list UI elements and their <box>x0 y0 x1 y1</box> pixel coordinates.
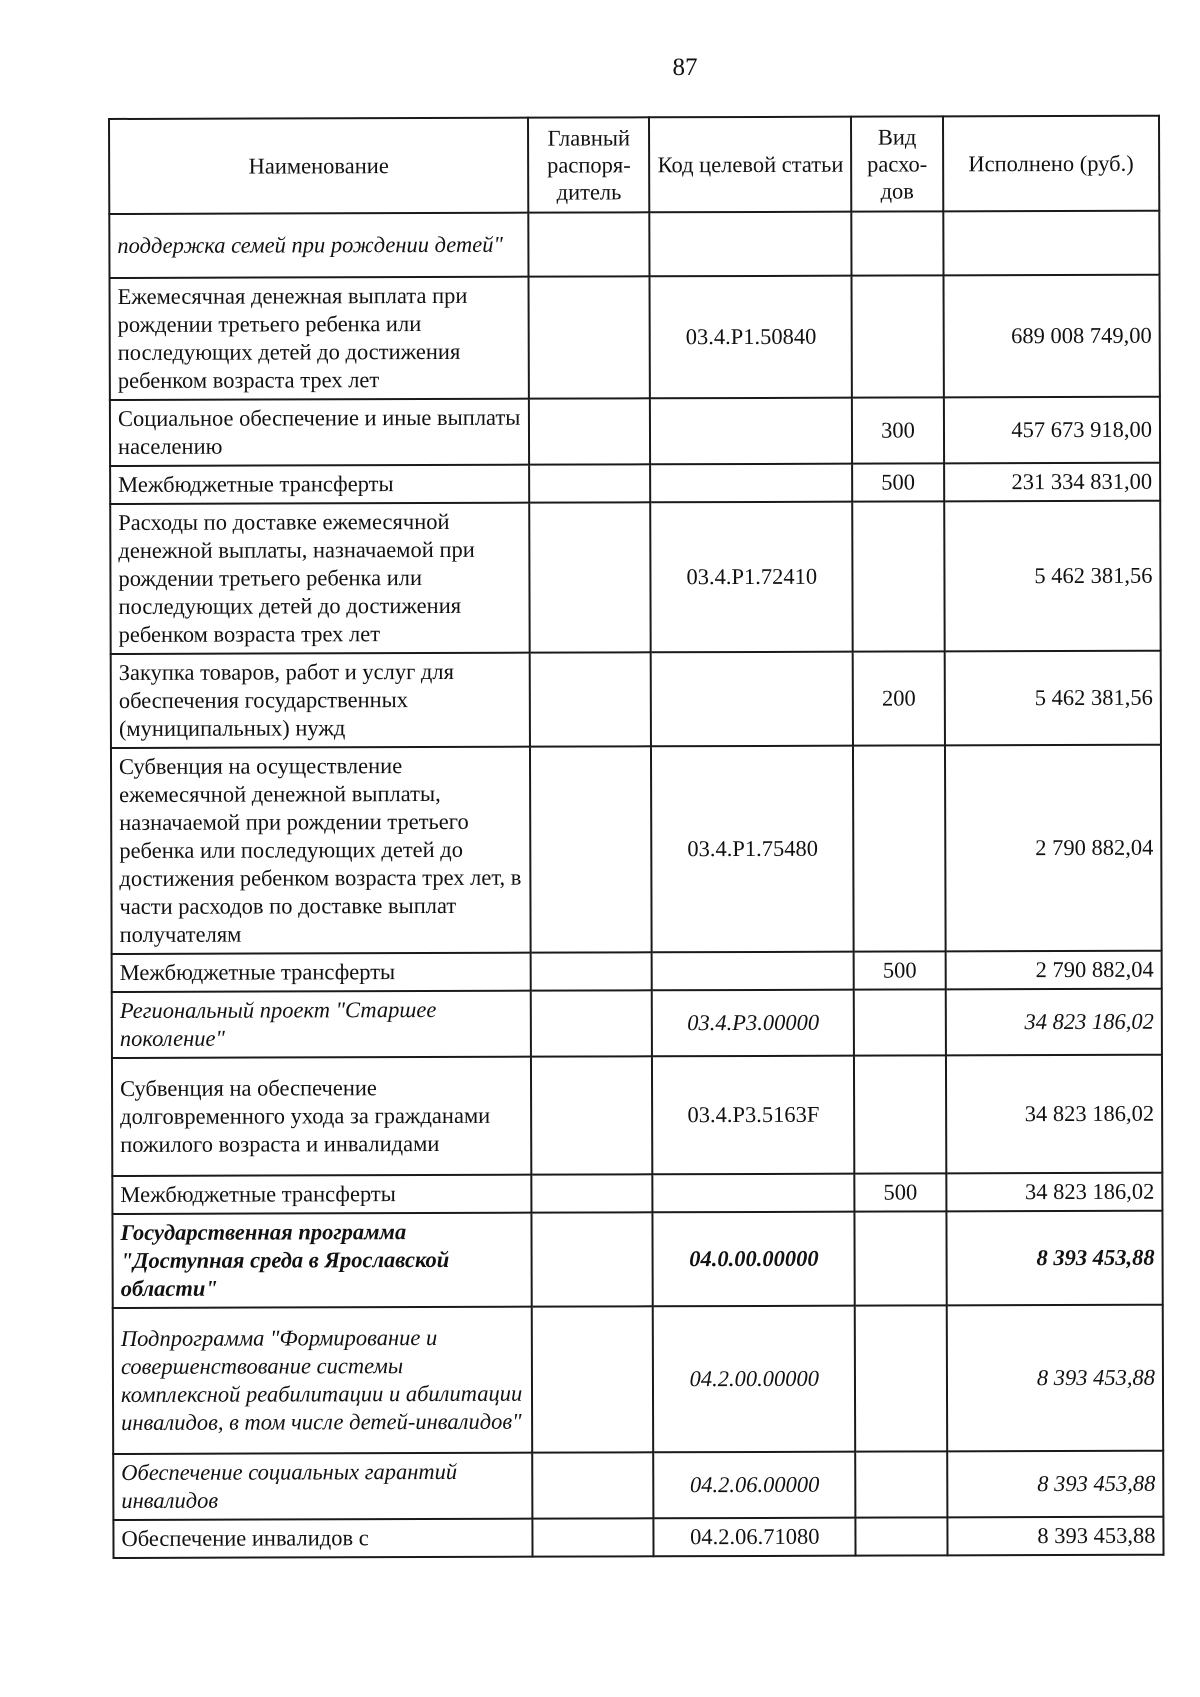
row-name: Государственная программа "Доступная среда в Ярославской области" <box>112 1213 531 1308</box>
row-code: 03.4.P3.00000 <box>652 990 854 1057</box>
row-code <box>650 398 852 465</box>
row-amount: 8 393 453,88 <box>947 1451 1163 1518</box>
row-kind <box>856 1517 948 1555</box>
row-amount: 8 393 453,88 <box>946 1211 1163 1306</box>
row-amount: 2 790 882,04 <box>945 951 1161 990</box>
row-kind <box>855 1211 947 1305</box>
row-manager <box>529 502 651 652</box>
budget-execution-table <box>108 115 1165 1559</box>
row-code: 03.4.P1.75480 <box>651 746 853 953</box>
row-name: Региональный проект "Старшее поколение" <box>112 991 531 1058</box>
row-amount: 8 393 453,88 <box>947 1517 1163 1556</box>
row-amount: 34 823 186,02 <box>946 1055 1163 1174</box>
row-manager <box>528 212 650 276</box>
row-name: Субвенция на обеспечение долговременного ухода за гражданами пожилого возраста и инвалидами <box>112 1057 531 1176</box>
row-name: Межбюджетные трансферты <box>112 1175 531 1214</box>
row-code <box>650 212 852 277</box>
row-code <box>653 1174 855 1213</box>
table-row <box>110 397 1160 466</box>
row-code: 04.2.00.00000 <box>653 1306 855 1453</box>
header-expense-type: Вид расхо-дов <box>851 116 943 211</box>
row-amount: 689 008 749,00 <box>943 275 1160 398</box>
row-amount: 34 823 186,02 <box>946 1173 1162 1212</box>
table-row <box>110 463 1160 504</box>
row-code: 04.2.06.00000 <box>654 1452 856 1519</box>
row-code: 04.0.00.00000 <box>653 1212 855 1307</box>
row-name: Обеспечение инвалидов с <box>113 1519 532 1558</box>
table-row <box>113 1305 1163 1454</box>
row-code: 03.4.P3.5163F <box>652 1056 854 1175</box>
row-manager <box>531 990 653 1056</box>
table-row <box>112 1173 1162 1214</box>
row-manager <box>530 652 652 746</box>
row-manager <box>532 1452 654 1518</box>
row-name: поддержка семей при рождении детей" <box>109 213 528 278</box>
row-kind <box>854 1055 946 1173</box>
row-amount: 34 823 186,02 <box>946 989 1162 1056</box>
row-kind <box>855 1451 947 1517</box>
row-manager <box>533 1518 654 1556</box>
row-amount: 231 334 831,00 <box>944 463 1160 502</box>
row-amount: 5 462 381,56 <box>944 501 1161 652</box>
row-kind: 300 <box>852 397 944 463</box>
row-kind: 500 <box>852 463 944 501</box>
row-manager <box>531 1056 653 1174</box>
header-target-code: Код целевой статьи <box>649 117 851 213</box>
row-code: 04.2.06.71080 <box>654 1518 856 1557</box>
row-name: Подпрограмма "Формирование и совершенствование системы комплексной реабилитации и абилитации инвалидов, в том числе детей-инвалидов" <box>113 1307 533 1454</box>
table-row <box>110 501 1160 654</box>
row-kind: 200 <box>853 651 945 745</box>
row-manager <box>531 1174 652 1212</box>
row-name: Расходы по доставке ежемесячной денежной выплаты, назначаемой при рождении третьего ребенка или последующих детей до достижения ребенком возраста трех лет <box>110 503 530 654</box>
row-amount: 457 673 918,00 <box>944 397 1160 464</box>
row-kind <box>853 745 945 951</box>
row-amount <box>943 211 1159 276</box>
table-row <box>113 1517 1163 1558</box>
row-name: Социальное обеспечение и иные выплаты населению <box>110 399 529 466</box>
row-kind: 500 <box>854 951 946 989</box>
row-amount: 8 393 453,88 <box>947 1305 1164 1452</box>
table-row <box>109 211 1159 278</box>
row-manager <box>530 746 652 952</box>
row-code: 03.4.P1.50840 <box>650 276 852 399</box>
table-row <box>112 951 1162 992</box>
table-row <box>112 989 1162 1058</box>
row-name: Межбюджетные трансферты <box>112 953 531 992</box>
row-kind: 500 <box>855 1173 947 1211</box>
row-kind <box>855 1305 947 1451</box>
table-row <box>111 745 1162 954</box>
row-code <box>652 952 854 991</box>
row-amount: 2 790 882,04 <box>945 745 1162 952</box>
row-manager <box>529 276 651 398</box>
row-name: Закупка товаров, работ и услуг для обеспечения государственных (муниципальных) нужд <box>111 653 530 748</box>
header-executed: Исполнено (руб.) <box>943 116 1160 212</box>
page-number: 87 <box>672 54 698 81</box>
row-name: Ежемесячная денежная выплата при рождении третьего ребенка или последующих детей до достижения ребенком возраста трех лет <box>110 277 529 400</box>
table-row <box>110 275 1160 400</box>
row-manager <box>532 1212 654 1306</box>
row-name: Обеспечение социальных гарантий инвалидов <box>113 1453 532 1520</box>
row-code <box>651 464 853 503</box>
row-manager <box>532 1306 654 1452</box>
header-chief-manager: Главный распоря-дитель <box>528 117 650 212</box>
row-kind <box>852 211 944 275</box>
header-name: Наименование <box>109 118 528 214</box>
table-row <box>112 1055 1162 1176</box>
row-code <box>651 652 853 747</box>
table-row <box>111 651 1161 748</box>
row-manager <box>531 952 652 990</box>
row-name: Субвенция на осуществление ежемесячной денежной выплаты, назначаемой при рождении третьего ребенка или последующих детей до достижения ребенком возраста трех лет, в части расходов по доставке выплат получателям <box>111 747 531 954</box>
table-header-row <box>109 116 1159 214</box>
table-row <box>113 1451 1163 1520</box>
table-row <box>112 1211 1162 1308</box>
row-manager <box>529 464 650 502</box>
row-kind <box>852 275 944 397</box>
row-kind <box>854 989 946 1055</box>
row-name: Межбюджетные трансферты <box>110 465 529 504</box>
row-amount: 5 462 381,56 <box>944 651 1161 746</box>
row-code: 03.4.P1.72410 <box>651 502 853 653</box>
row-kind <box>852 501 944 651</box>
row-manager <box>529 398 651 464</box>
